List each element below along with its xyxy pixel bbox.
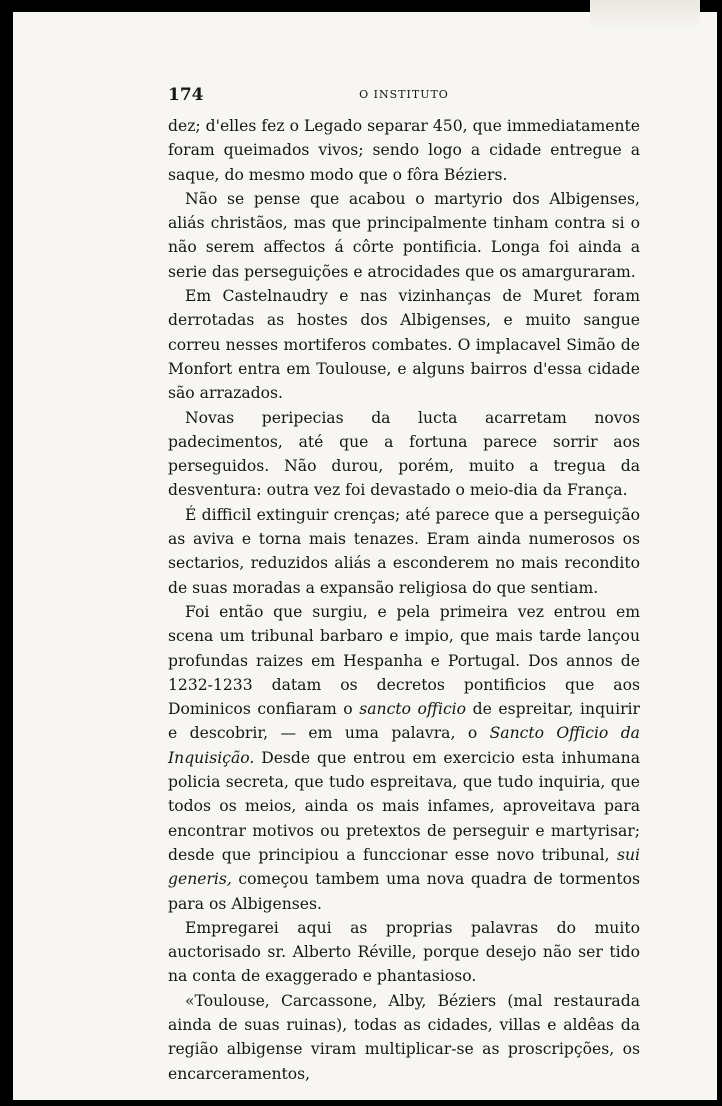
paragraph-7: Empregarei aqui as proprias palavras do muito auctorisado sr. Alberto Réville, porque desejo não ser tido na conta de exaggerado e phantasioso. bbox=[168, 918, 640, 986]
page-header bbox=[168, 85, 640, 107]
scan-border-bottom bbox=[0, 1100, 722, 1106]
italic-sancto-officio: sancto officio bbox=[359, 700, 467, 719]
scan-border-left bbox=[0, 0, 13, 1106]
paragraph-5: É difficil extinguir crenças; até parece que a perseguição as aviva e torna mais tenazes. Eram ainda numerosos os sectarios, reduzidos aliás a esconderem no mais recondito de suas moradas a expansão religiosa do que sentiam. bbox=[168, 505, 640, 597]
paragraph-6-part-1: Foi então que surgiu, e pela primeira vez entrou em scena um tribunal barbaro e impio, que mais tarde lançou profundas raizes em Hespanha e Portugal. Dos annos de 1232-1233 datam os decretos pontificios que aos Dominicos confiaram o bbox=[168, 602, 640, 719]
paper-fold-shadow bbox=[590, 0, 700, 30]
paragraph-4: Novas peripecias da lucta acarretam novos padecimentos, até que a fortuna parece sorrir aos perseguidos. Não durou, porém, muito a tregua da desventura: outra vez foi devastado o meio-dia da França. bbox=[168, 408, 640, 500]
paragraph-6-part-4: começou tambem uma nova quadra de tormentos para os Albigenses. bbox=[168, 870, 640, 913]
paragraph-6-part-2: de espreitar, inquirir e descobrir, — em uma palavra, o bbox=[168, 700, 640, 743]
paragraph-3: Em Castelnaudry e nas vizinhanças de Muret foram derrotadas as hostes dos Albigenses, e muito sangue correu nesses mortiferos combates. O implacavel Simão de Monfort entra em Toulouse, e alguns bairros d'essa cidade são arrazados. bbox=[168, 287, 640, 403]
italic-sancto-officio-inquisicao: Sancto Officio da Inquisição. bbox=[168, 724, 640, 767]
paragraph-6 bbox=[168, 600, 640, 916]
paragraph-2: Não se pense que acabou o martyrio dos Albigenses, aliás christãos, mas que principalmente tinham contra si o não serem affectos á côrte pontificia. Longa foi ainda a serie das perseguições e atrocidades que os amarguraram. bbox=[168, 189, 640, 281]
running-title: O INSTITUTO bbox=[359, 88, 449, 101]
paragraph-8: «Toulouse, Carcassone, Alby, Béziers (mal restaurada ainda de suas ruinas), todas as cidades, villas e aldêas da região albigense viram multiplicar-se as proscripções, os encarceramentos, bbox=[168, 991, 640, 1083]
paragraph-6-part-3: Desde que entrou em exercicio esta inhumana policia secreta, que tudo espreitava, que tudo inquiria, que todos os meios, ainda os mais infames, aproveitava para encontrar motivos ou pretextos de perseguir e martyrisar; desde que principiou a funccionar esse novo tribunal, bbox=[168, 748, 640, 864]
page-number: 174 bbox=[168, 85, 204, 105]
body-text bbox=[168, 114, 640, 1086]
paragraph-1: dez; d'elles fez o Legado separar 450, que immediatamente foram queimados vivos; sendo logo a cidade entregue a saque, do mesmo modo que o fôra Béziers. bbox=[168, 117, 640, 184]
italic-sui-generis: sui generis, bbox=[168, 845, 640, 889]
scan-border-right bbox=[717, 0, 722, 1106]
